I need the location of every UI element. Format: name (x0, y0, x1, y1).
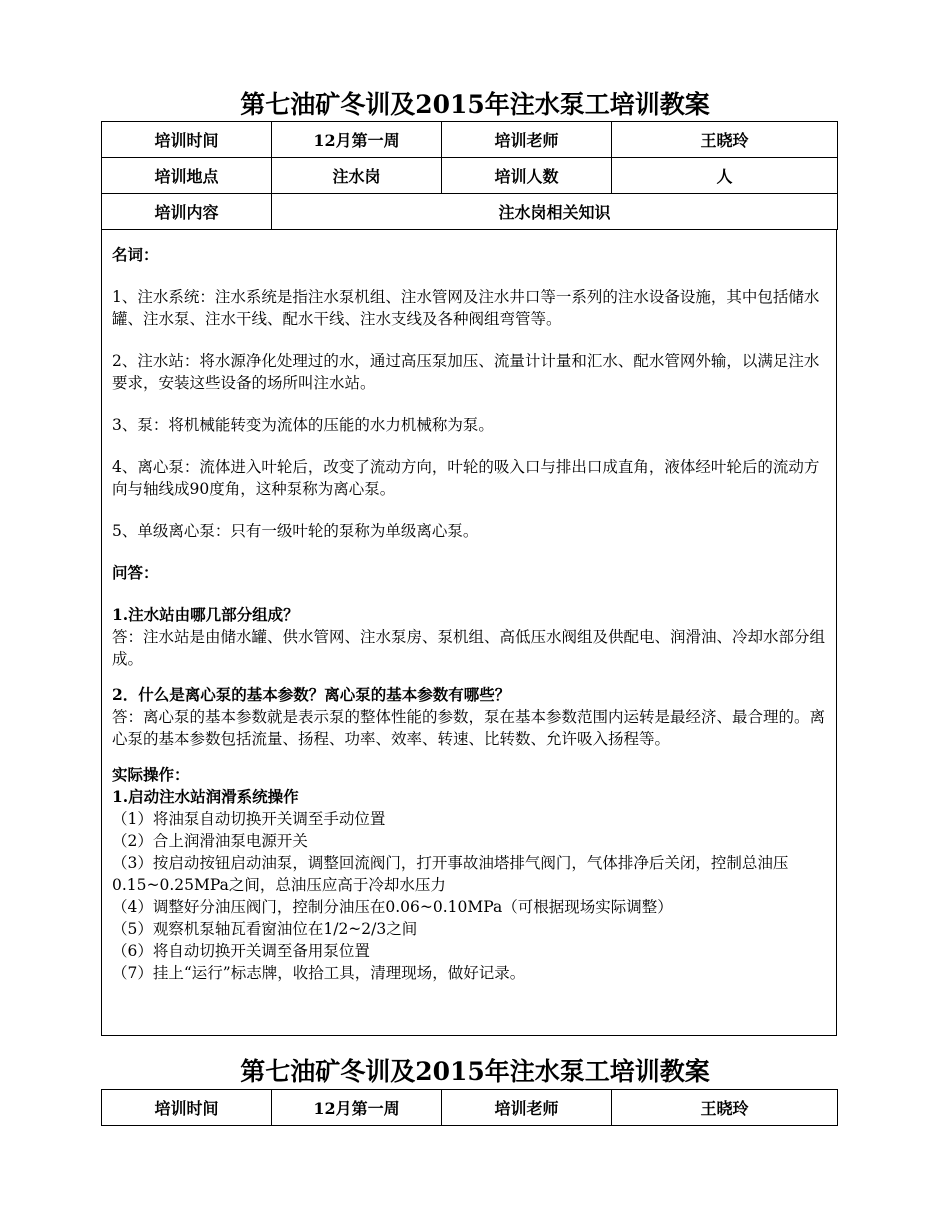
term-item: 5、单级离心泵：只有一级叶轮的泵称为单级离心泵。 (112, 522, 479, 540)
term-item: 3、泵：将机械能转变为流体的压能的水力机械称为泵。 (112, 416, 494, 434)
table-row (102, 122, 838, 158)
question-1: 1.注水站由哪几部分组成？ (112, 605, 299, 624)
trainer-label: 培训老师 (442, 1090, 612, 1126)
term-item: 1、注水系统：注水系统是指注水泵机组、注水管网及注水井口等一系列的注水设备设施，其中包括储水罐、注水泵、注水干线、配水干线、注水支线及各种阀组弯管等。 (112, 288, 820, 328)
training-time-label: 培训时间 (102, 1090, 272, 1126)
terms-heading: 名词： (112, 245, 159, 264)
training-time-value: 12月第一周 (272, 1090, 442, 1126)
practice-step: （5）观察机泵轴瓦看窗油位在1/2~2/3之间 (112, 920, 418, 938)
table-row (102, 1090, 838, 1126)
answer-2: 答：离心泵的基本参数就是表示泵的整体性能的参数，泵在基本参数范围内运转是最经济、最合理的。离心泵的基本参数包括流量、扬程、功率、效率、转速、比转数、允许吸入扬程等。 (112, 708, 826, 748)
training-info-table-page2 (101, 1089, 838, 1126)
qa-heading: 问答： (112, 563, 159, 582)
lesson-content (102, 230, 836, 984)
document-title-page2: 第七油矿冬训及2015年注水泵工培训教案 (240, 1057, 710, 1086)
practice-step: （1）将油泵自动切换开关调至手动位置 (112, 810, 386, 828)
practice-step: （3）按启动按钮启动油泵，调整回流阀门，打开事故油塔排气阀门，气体排净后关闭，控制总油压0.15~0.25MPa之间，总油压应高于冷却水压力 (112, 854, 789, 894)
practice-step: （2）合上润滑油泵电源开关 (112, 832, 308, 850)
trainee-count-label: 培训人数 (442, 158, 612, 194)
trainer-value: 王晓玲 (612, 1090, 838, 1126)
question-2: 2．什么是离心泵的基本参数？离心泵的基本参数有哪些？ (112, 685, 511, 704)
practice-step: （4）调整好分油压阀门，控制分油压在0.06~0.10MPa（可根据现场实际调整） (112, 898, 673, 916)
term-item: 2、注水站：将水源净化处理过的水，通过高压泵加压、流量计计量和汇水、配水管网外输，以满足注水要求，安装这些设备的场所叫注水站。 (112, 352, 820, 392)
trainee-count-value: 人 (612, 158, 838, 194)
trainer-label: 培训老师 (442, 122, 612, 158)
content-box (101, 230, 837, 1036)
term-item: 4、离心泵：流体进入叶轮后，改变了流动方向，叶轮的吸入口与排出口成直角，液体经叶轮后的流动方向与轴线成90度角，这种泵称为离心泵。 (112, 458, 820, 498)
training-place-label: 培训地点 (102, 158, 272, 194)
training-info-table (101, 121, 838, 230)
practice-title: 1.启动注水站润滑系统操作 (112, 787, 299, 806)
document-title: 第七油矿冬训及2015年注水泵工培训教案 (240, 90, 710, 119)
training-time-label: 培训时间 (102, 122, 272, 158)
training-content-label: 培训内容 (102, 194, 272, 230)
table-row (102, 158, 838, 194)
training-content-value: 注水岗相关知识 (272, 194, 838, 230)
answer-1: 答：注水站是由储水罐、供水管网、注水泵房、泵机组、高低压水阀组及供配电、润滑油、冷却水部分组成。 (112, 628, 826, 668)
training-time-value: 12月第一周 (272, 122, 442, 158)
practice-step: （7）挂上“运行”标志牌，收拾工具，清理现场，做好记录。 (112, 964, 526, 982)
training-place-value: 注水岗 (272, 158, 442, 194)
practice-heading: 实际操作： (112, 765, 190, 784)
trainer-value: 王晓玲 (612, 122, 838, 158)
practice-step: （6）将自动切换开关调至备用泵位置 (112, 942, 370, 960)
table-row (102, 194, 838, 230)
